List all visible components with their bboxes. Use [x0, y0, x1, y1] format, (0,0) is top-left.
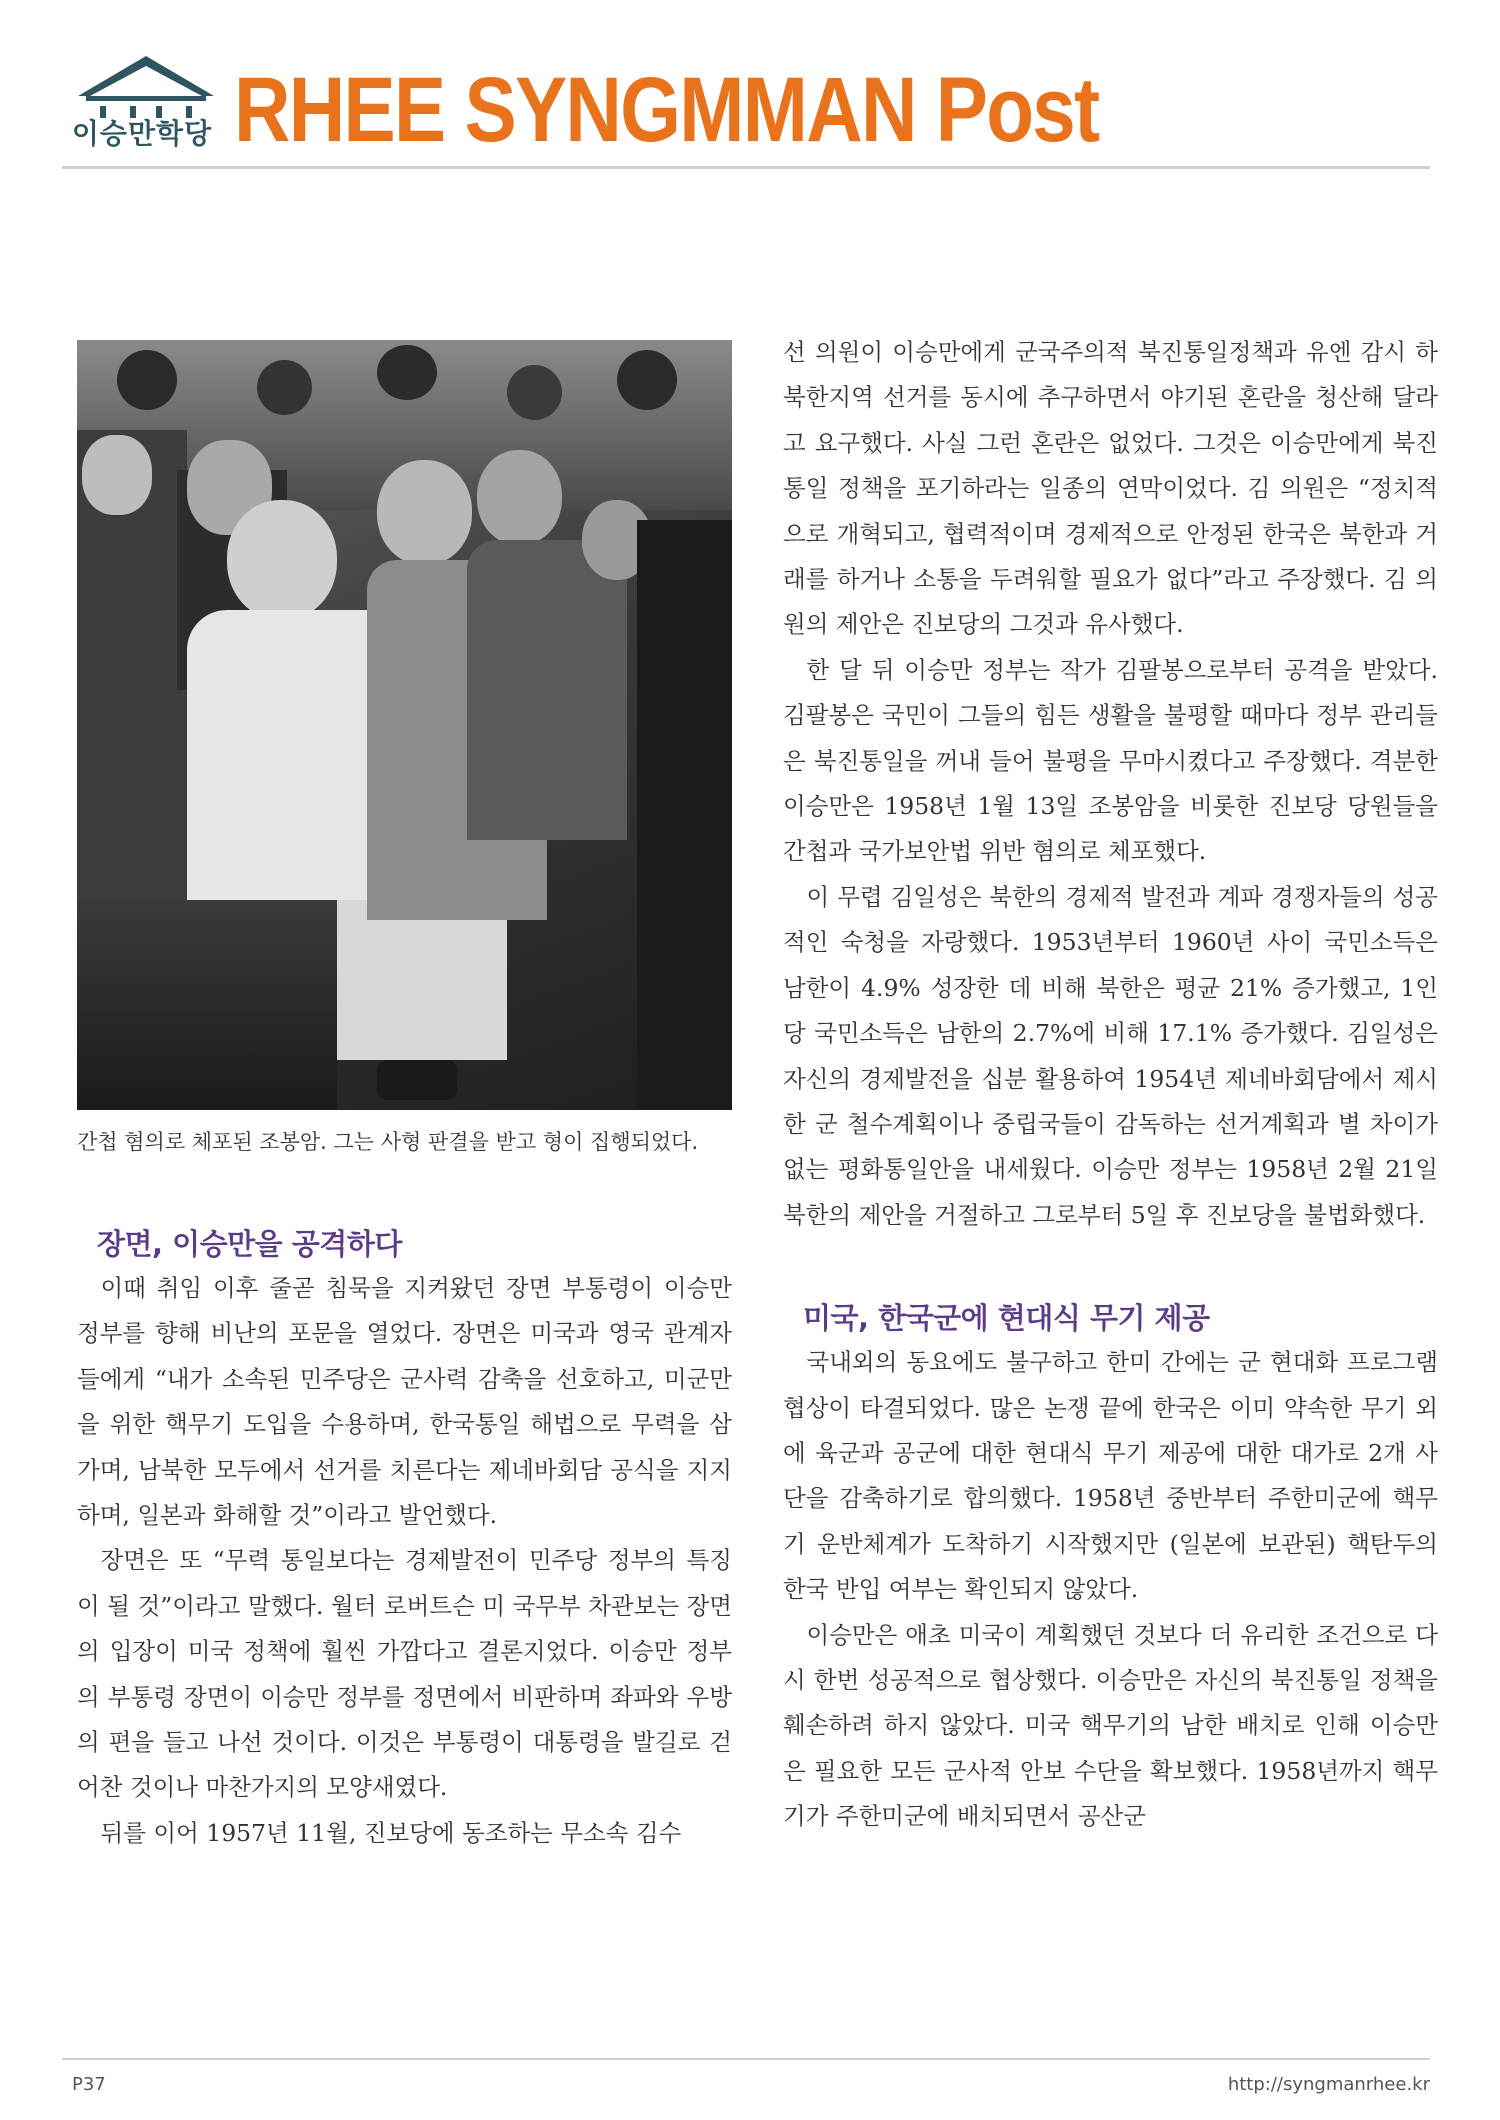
- website-url[interactable]: http://syngmanrhee.kr: [1227, 2074, 1430, 2095]
- body-paragraph: 이 무렵 김일성은 북한의 경제적 발전과 계파 경쟁자들의 성공적인 숙청을 자랑했다. 1953년부터 1960년 사이 국민소득은 남한이 4.9% 성장한 데 비해 북한은 평균 21% 증가했고, 1인당 국민소득은 남한의 2.7%에 비해 17.1% 증가했다. 김일성은 자신의 경제발전을 십분 활용하여 1954년 제네바회담에서 제시한 군 철수계획이나 중립국들이 감독하는 선거계획과 별 차이가 없는 평화통일안을 내세웠다. 이승만 정부는 1958년 2월 21일 북한의 제안을 거절하고 그로부터 5일 후 진보당을 불법화했다.: [783, 882, 1438, 1229]
- section-heading: 장면, 이승만을 공격하다: [97, 1227, 402, 1261]
- body-paragraph: 한 달 뒤 이승만 정부는 작가 김팔봉으로부터 공격을 받았다. 김팔봉은 국민이 그들의 힘든 생활을 불평할 때마다 정부 관리들은 북진통일을 꺼내 들어 불평을 무마시켰다고 주장했다. 격분한 이승만은 1958년 1월 13일 조봉암을 비롯한 진보당 당원들을 간첩과 국가보안법 위반 혐의로 체포했다.: [783, 655, 1438, 866]
- body-paragraph: 국내외의 동요에도 불구하고 한미 간에는 군 현대화 프로그램 협상이 타결되었다. 많은 논쟁 끝에 한국은 이미 약속한 무기 외에 육군과 공군에 대한 현대식 무기 제공에 대한 대가로 2개 사단을 감축하기로 합의했다. 1958년 중반부터 주한미군에 핵무기 운반체계가 도착하기 시작했지만 (일본에 보관된) 핵탄두의 한국 반입 여부는 확인되지 않았다.: [783, 1348, 1438, 1604]
- header-divider: [62, 166, 1430, 169]
- section-heading: 미국, 한국군에 현대식 무기 제공: [803, 1301, 1210, 1336]
- body-paragraph: 이승만은 애초 미국이 계획했던 것보다 더 유리한 조건으로 다시 한번 성공적으로 협상했다. 이승만은 자신의 북진통일 정책을 훼손하려 하지 않았다. 미국 핵무기의 남한 배치로 인해 이승만은 필요한 모든 군사적 안보 수단을 확보했다. 1958년까지 핵무기가 주한미군에 배치되면서 공산군: [783, 1620, 1438, 1831]
- footer-divider: [62, 2058, 1430, 2060]
- publication-title: RHEE SYNGMMAN Post: [234, 59, 1099, 161]
- body-paragraph: 장면은 또 “무력 통일보다는 경제발전이 민주당 정부의 특징이 될 것”이라고 말했다. 월터 로버트슨 미 국무부 차관보는 장면의 입장이 미국 정책에 훨씬 가깝다고 결론지었다. 이승만 정부의 부통령 장면이 이승만 정부를 정면에서 비판하며 좌파와 우방의 편을 들고 나선 것이다. 이것은 부통령이 대통령을 발길로 걷어찬 것이나 마찬가지의 모양새였다.: [77, 1546, 732, 1802]
- historical-photo: [77, 340, 732, 1110]
- body-paragraph: 뒤를 이어 1957년 11월, 진보당에 동조하는 무소속 김수: [100, 1818, 682, 1847]
- page-number: P37: [72, 2074, 106, 2095]
- left-column: [77, 1222, 732, 1856]
- body-paragraph: 선 의원이 이승만에게 군국주의적 북진통일정책과 유엔 감시 하 북한지역 선거를 동시에 추구하면서 야기된 혼란을 청산해 달라고 요구했다. 사실 그런 혼란은 없었다. 그것은 이승만에게 북진통일 정책을 포기하라는 일종의 연막이었다. 김 의원은 “정치적으로 개혁되고, 협력적이며 경제적으로 안정된 한국은 북한과 거래를 하거나 소통을 두려워할 필요가 없다”라고 주장했다. 김 의원의 제안은 진보당의 그것과 유사했다.: [783, 338, 1438, 639]
- body-paragraph: 이때 취임 이후 줄곧 침묵을 지켜왔던 장면 부통령이 이승만 정부를 향해 비난의 포문을 열었다. 장면은 미국과 영국 관계자들에게 “내가 소속된 민주당은 군사력 감축을 선호하고, 미군만을 위한 핵무기 도입을 수용하며, 한국통일 해법으로 무력을 삼가며, 남북한 모두에서 선거를 치른다는 제네바회담 공식을 지지하며, 일본과 화해할 것”이라고 발언했다.: [77, 1274, 732, 1530]
- page-header: [62, 44, 1430, 164]
- photo-caption: 간첩 혐의로 체포된 조봉암. 그는 사형 판결을 받고 형이 집행되었다.: [77, 1130, 699, 1154]
- logo-text: 이승만학당: [71, 117, 213, 150]
- right-column: [783, 330, 1438, 1840]
